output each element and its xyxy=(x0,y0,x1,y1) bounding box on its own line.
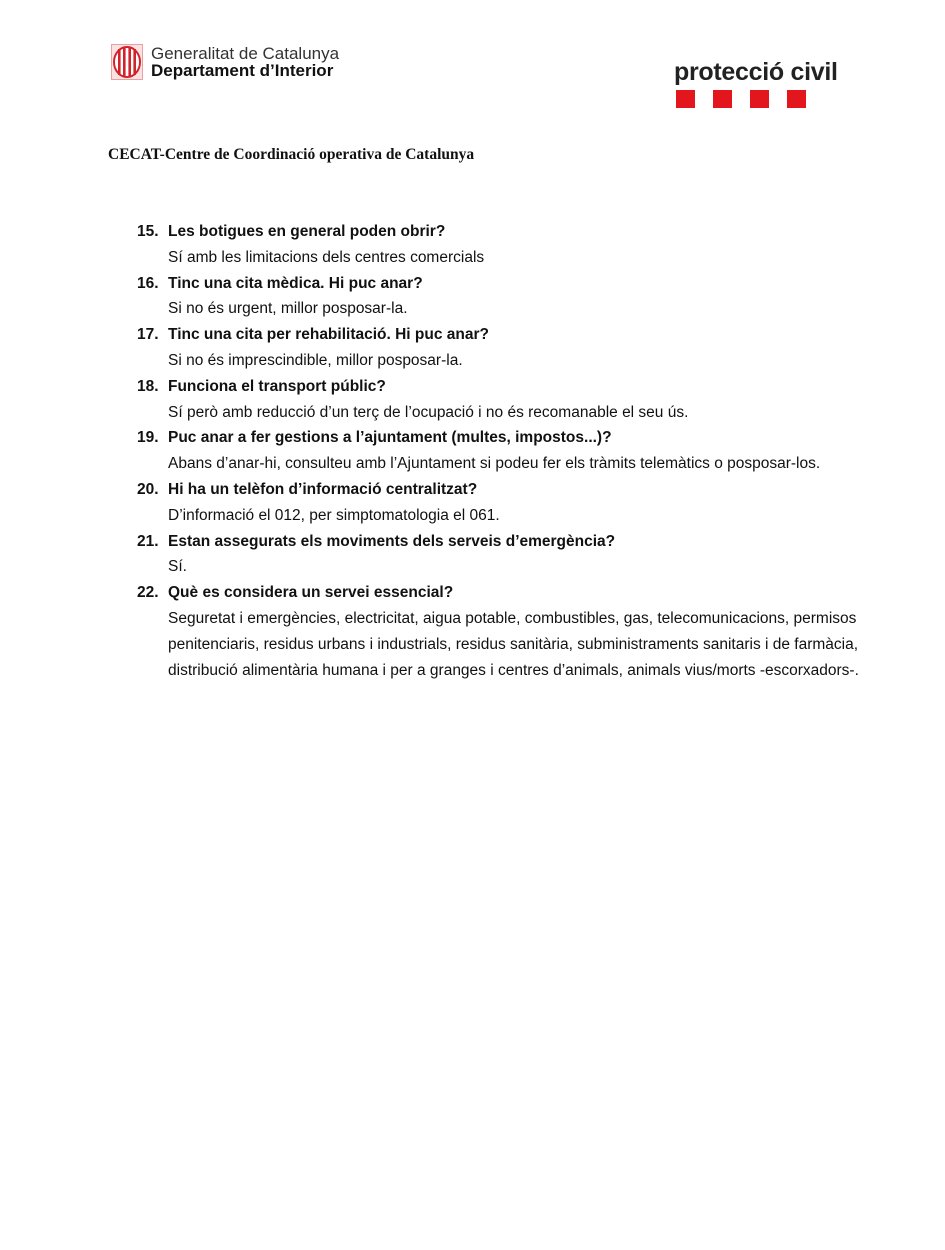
generalitat-name: Generalitat de Catalunya xyxy=(151,44,340,63)
faq-number: 18. xyxy=(137,377,159,395)
faq-question-text: Què es considera un servei essencial? xyxy=(168,584,454,602)
faq-answer: Si no és imprescindible, millor posposar-la. xyxy=(168,351,463,369)
generalitat-logo xyxy=(111,44,339,80)
senyera-emblem-icon xyxy=(111,44,143,80)
faq-answer: D’informació el 012, per simptomatologia el 061. xyxy=(168,506,500,524)
faq-answer: Abans d’anar-hi, consulteu amb l’Ajuntament si podeu fer els tràmits telemàtics o posposar-los. xyxy=(168,455,821,473)
faq-answer: Sí amb les limitacions dels centres comercials xyxy=(168,248,485,266)
faq-answer: Seguretat i emergències, electricitat, aigua potable, combustibles, gas, telecomunicacions, permisos penitenciaris, residus urbans i industrials, residus sanitària, subministraments sanitaris i de farmàcia, distribució alimentària humana i per a granges i centres d’animals, animals vius/morts -escorxadors-. xyxy=(168,609,859,679)
faq-item xyxy=(137,477,867,529)
red-square-icon xyxy=(676,90,695,108)
faq-item xyxy=(137,374,867,426)
faq-question-text: Tinc una cita mèdica. Hi puc anar? xyxy=(168,274,423,292)
proteccio-civil-logo xyxy=(674,58,838,108)
red-squares-decoration xyxy=(676,90,838,108)
faq-question-text: Hi ha un telèfon d’informació centralitzat? xyxy=(168,480,478,498)
faq-number: 20. xyxy=(137,480,159,498)
faq-question xyxy=(137,374,867,400)
faq-question-text: Estan assegurats els moviments dels serveis d’emergència? xyxy=(168,532,616,550)
faq-number: 15. xyxy=(137,223,159,240)
document-subtitle: CECAT-Centre de Coordinació operativa de Catalunya xyxy=(108,146,475,163)
faq-item xyxy=(137,580,867,683)
faq-question-text: Puc anar a fer gestions a l’ajuntament (multes, impostos...)? xyxy=(168,429,612,447)
faq-number: 16. xyxy=(137,274,159,292)
faq-question xyxy=(137,477,867,503)
faq-number: 21. xyxy=(137,532,159,550)
proteccio-civil-title: protecció civil xyxy=(674,58,838,86)
department-name: Departament d’Interior xyxy=(151,61,334,80)
faq-question xyxy=(137,322,867,348)
faq-question xyxy=(137,529,867,555)
red-square-icon xyxy=(713,90,732,108)
faq-answer: Si no és urgent, millor posposar-la. xyxy=(168,300,408,318)
faq-item xyxy=(137,322,867,374)
faq-question xyxy=(137,271,867,297)
faq-question xyxy=(137,425,867,451)
faq-number: 22. xyxy=(137,584,159,602)
faq-question-text: Tinc una cita per rehabilitació. Hi puc anar? xyxy=(168,326,489,344)
red-square-icon xyxy=(750,90,769,108)
faq-item xyxy=(137,219,867,271)
faq-question-text: Funciona el transport públic? xyxy=(168,377,386,395)
faq-number: 19. xyxy=(137,429,159,447)
faq-number: 17. xyxy=(137,326,159,344)
red-square-icon xyxy=(787,90,806,108)
faq-item xyxy=(137,425,867,477)
faq-answer: Sí. xyxy=(168,558,187,576)
faq-question xyxy=(137,580,867,606)
faq-list xyxy=(137,219,867,683)
faq-question-text: Les botigues en general poden obrir? xyxy=(168,223,446,240)
faq-item xyxy=(137,529,867,581)
faq-item xyxy=(137,271,867,323)
faq-answer: Sí però amb reducció d’un terç de l’ocupació i no és recomanable el seu ús. xyxy=(168,403,689,421)
faq-question xyxy=(137,219,867,245)
